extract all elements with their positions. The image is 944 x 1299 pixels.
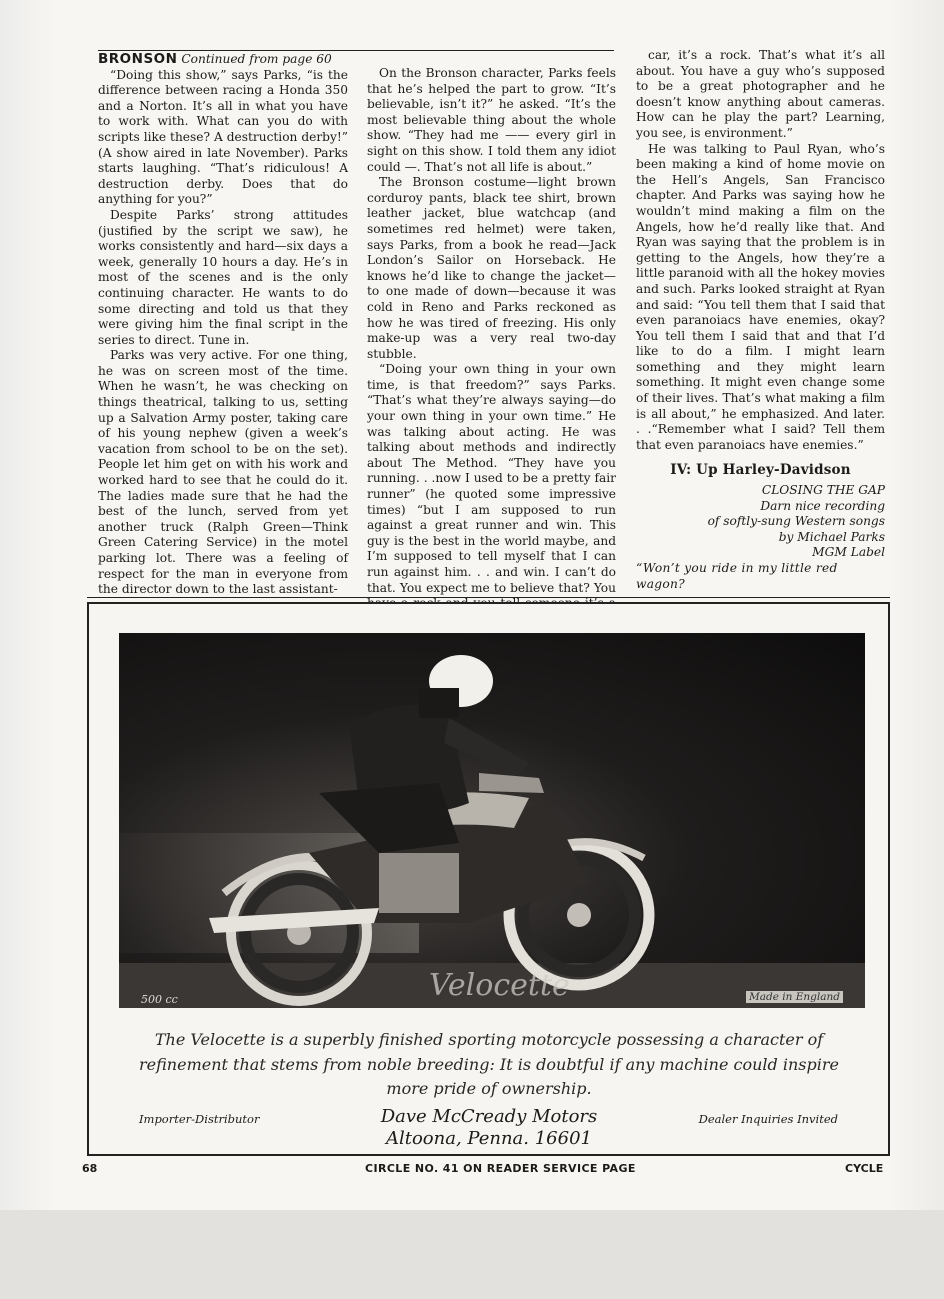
record-review (636, 483, 885, 561)
article-column-1 (98, 52, 348, 598)
paragraph: “Doing this show,” says Parks, “is the difference between racing a Honda 350 and a Norton. It’s all in what you have to work with. What can you do with scripts like these? A destruction derby!” (A show aired in late November). Parks starts laughing. “That’s ridiculous! A destruction derby. Does that do anything for you?” (98, 67, 348, 207)
made-in-label: Made in England (746, 991, 843, 1003)
magazine-name: CYCLE (845, 1162, 884, 1175)
section-heading: IV: Up Harley-Davidson (670, 462, 851, 479)
record-quote: “Won’t you ride in my little red wagon? (636, 561, 838, 591)
importer-label: Importer-Distributor (139, 1112, 260, 1126)
dealer-block (369, 1106, 609, 1150)
engine-size-label: 500 cc (141, 993, 178, 1006)
paragraph: “Doing your own thing in your own time, is that freedom?” says Parks. “That’s what they’re always saying—do your own thing in your own time.” He was talking about acting. He was talking about methods and indirectly about The Method. “They have you running. . .now I used to be a pretty fair runner” (he quoted some impressive times) “but I am supposed to run against a great runner and win. This guy is the best in the world maybe, and I’m supposed to tell myself that I can run against him. . . and win. I can’t do that. You expect me to believe that? You (367, 362, 616, 595)
article-column-2 (367, 66, 616, 627)
page-number: 68 (82, 1162, 98, 1175)
continued-note: Continued from page 60 (181, 52, 332, 66)
record-label: MGM Label (812, 545, 885, 560)
motorcycle-photo (119, 633, 865, 1008)
motorcycle-rider-illustration (119, 633, 865, 1008)
scan-bottom-margin (0, 1210, 944, 1299)
paragraph: On the Bronson character, Parks feels that he’s helped the part to grow. “It’s believable, isn’t it?” he asked. “It’s the most believable thing about the whole show. “They had me —— every girl in sight on this show. I told them any idiot could —. That’s not all life is about.” (367, 66, 616, 174)
heading-word: BRONSON (98, 51, 178, 67)
dealer-inquiries: Dealer Inquiries Invited (698, 1112, 838, 1126)
ad-copy: The Velocette is a superbly finished sporting motorcycle possessing a character of refinement that stems from noble breeding: It is doubtful if any machine could inspire more pride of ownership. (139, 1030, 839, 1098)
paragraph: He was talking to Paul Ryan, who’s been making a kind of home movie on the Hell’s Angels, San Francisco chapter. And Parks was saying how he wouldn’t mind making a film on the Angels, how he’d really like that. And Ryan was saying that the problem is in getting to the Angels, how they’re a little paranoid with all the hokey movies and such. Parks looked straight at Ryan and said: “You tell them that I said that even paranoiacs have enemies, okay? You tell them I said that and that I’d like to do a film. I might learn something and they might learn something. It might even change some of their lives. That’s what making a film is all about,” he emphasized. And later. . .“Remember what I said? Tell them that even paranoiacs have enemies.” (636, 141, 885, 452)
paragraph: Parks was very active. For one thing, he was on screen most of the time. When he wasn’t, he was checking on things theatrical, talking to us, setting up a Salvation Army poster, taking care of his young nephew (given a week’s vacation from school to be on the set). People let him get on with his work and worked hard to see that he could do it. The ladies made sure that he had the best of the lunch, served from yet another truck (Ralph Green—Think Green Catering Service) in the motel parking lot. There was a feeling of respect for the man in everyone from the director down to the last assistant- (98, 348, 348, 597)
record-line: Darn nice recording (760, 498, 885, 513)
brand-watermark: Velocette (429, 968, 570, 1003)
paragraph: The Bronson costume—light brown corduroy pants, black tee shirt, brown leather jacket, blue watchcap (and sometimes red helmet) were taken, says Parks, from a book he read—Jack London’s Sailor on Horseback. He knows he’d like to change the jacket—to one made of down—because it was cold in Reno and Parks reckoned as how he was tired of freezing. His only make-up was a very real two-day stubble. (367, 175, 616, 361)
velocette-advertisement (87, 602, 890, 1156)
record-line: of softly-sung Western songs (707, 514, 885, 529)
record-artist: by Michael Parks (778, 529, 885, 544)
record-title: CLOSING THE GAP (761, 483, 885, 498)
dealer-address: Altoona, Penna. 16601 (385, 1128, 592, 1149)
reader-service-line: CIRCLE NO. 41 ON READER SERVICE PAGE (365, 1162, 636, 1175)
paragraph: Despite Parks’ strong attitudes (justified by the script we saw), he works consistently and hard—six days a week, generally 10 hours a day. He’s in most of the scenes and is the only continuing character. He wants to do some directing and told us that they were giving him the final script in the series to direct. Tune in. (98, 207, 348, 347)
article-column-3 (636, 48, 885, 592)
paragraph: car, it’s a rock. That’s what it’s all about. You have a guy who’s supposed to be a great photographer and he doesn’t know anything about cameras. How can he play the part? Learning, you see, is environment.” (636, 48, 885, 140)
ad-top-rule (87, 597, 890, 598)
article-heading (98, 52, 348, 68)
dealer-name: Dave McCready Motors (380, 1106, 598, 1127)
